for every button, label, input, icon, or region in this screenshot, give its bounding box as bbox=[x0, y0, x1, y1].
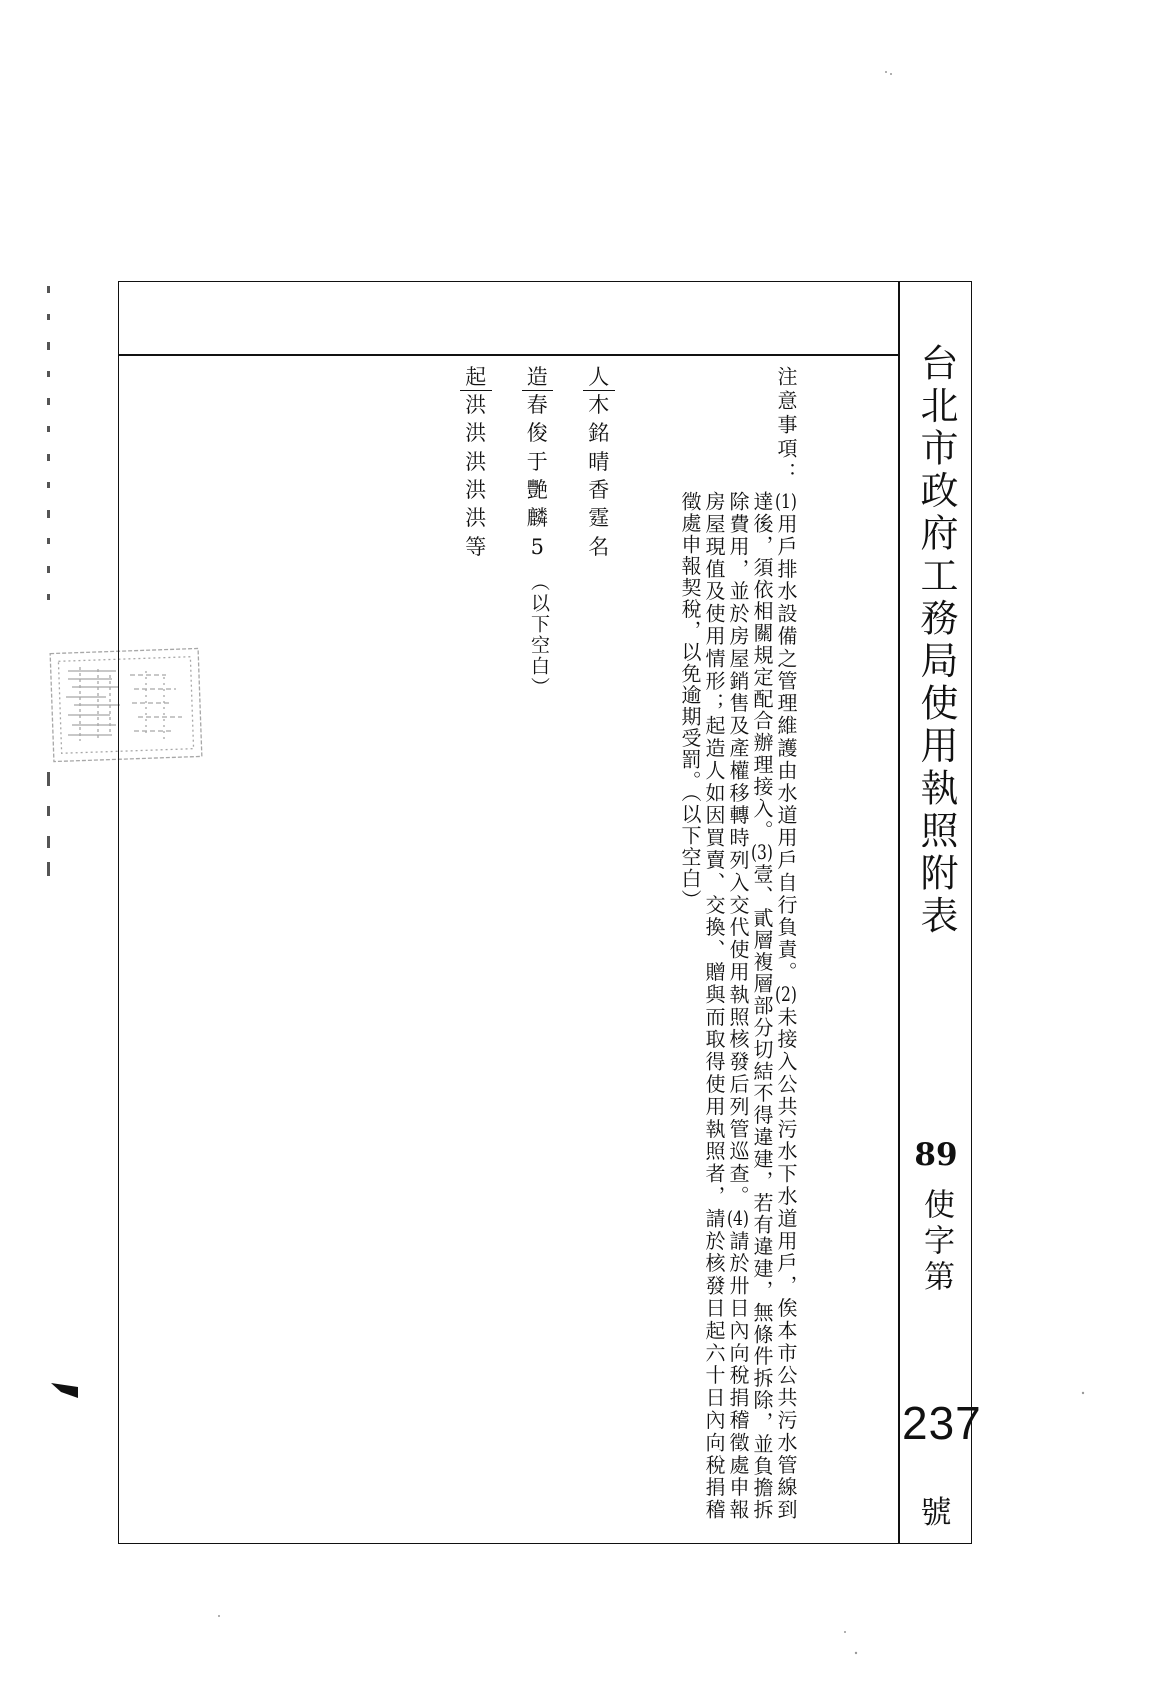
char-cell: 香 bbox=[588, 478, 610, 502]
note-number: (3) bbox=[751, 841, 773, 862]
notes-heading: 注意事項： bbox=[774, 366, 798, 486]
char-cell: 5 bbox=[530, 535, 544, 559]
char-cell: 等 bbox=[465, 535, 487, 559]
binding-marks bbox=[47, 286, 50, 876]
char-cell: 洪 bbox=[465, 506, 487, 530]
license-year: 89 bbox=[914, 1137, 958, 1173]
char-cell: 銘 bbox=[588, 421, 610, 445]
license-number: 237 bbox=[902, 1397, 982, 1449]
title-column-divider bbox=[898, 281, 900, 1544]
char-cell: 洪 bbox=[465, 450, 487, 474]
char-cell: 麟 bbox=[526, 506, 548, 530]
note-number: (2) bbox=[775, 983, 797, 1004]
char-cell: 艷 bbox=[526, 478, 548, 502]
char-cell: 洪 bbox=[465, 478, 487, 502]
notes-column-1: (1)用戶排水設備之管理維護由水道用戶自行負責。(2)未接入公共污水下水道用戶，俟本市公共污水管線到 bbox=[774, 491, 798, 1519]
char-cell: 起 bbox=[445, 363, 507, 391]
char-cell: 洪 bbox=[465, 393, 487, 417]
owner-name bbox=[445, 419, 630, 447]
char-cell: 春 bbox=[526, 393, 548, 417]
notes-column-3: 除費用，並於房屋銷售及產權移轉時列入交代使用執照核發后列管巡查。(4)請於卅日內向稅捐稽徵處申報 bbox=[726, 491, 750, 1520]
owners-blank-note: （以下空白） bbox=[528, 572, 550, 698]
owners-total bbox=[445, 533, 630, 561]
note-number: (4) bbox=[727, 1207, 749, 1228]
char-cell: 俊 bbox=[526, 421, 548, 445]
char-cell: 于 bbox=[526, 450, 548, 474]
note-number: (1) bbox=[775, 491, 797, 511]
owner-name bbox=[445, 504, 630, 532]
owners-header bbox=[445, 363, 630, 391]
black-scan-mark bbox=[51, 1383, 78, 1398]
char-cell: 洪 bbox=[465, 421, 487, 445]
owner-name bbox=[445, 448, 630, 476]
char-cell: 人 bbox=[568, 363, 630, 391]
license-prefix: 使字第 bbox=[918, 1188, 954, 1296]
char-cell: 造 bbox=[507, 363, 569, 391]
owner-name bbox=[445, 391, 630, 419]
char-cell: 晴 bbox=[588, 450, 610, 474]
top-strip-line bbox=[118, 354, 899, 356]
owner-name bbox=[445, 476, 630, 504]
notes-column-4: 房屋現值及使用情形；起造人如因買賣、交換、贈與而取得使用執照者，請於核發日起六十日內向稅捐稽 bbox=[702, 491, 726, 1519]
notes-column-5: 徵處申報契稅，以免逾期受罰。（以下空白） bbox=[678, 491, 702, 911]
char-cell: 木 bbox=[588, 393, 610, 417]
license-suffix: 號 bbox=[920, 1495, 952, 1531]
notes-column-2: 達後，須依相關規定配合辦理接入。(3)壹、貳層複層部分切結不得違建，若有違建，無條件拆除，並負擔拆 bbox=[750, 491, 774, 1519]
form-title: 台北市政府工務局使用執照附表 bbox=[914, 343, 958, 938]
char-cell: 霆 bbox=[588, 506, 610, 530]
char-cell: 名 bbox=[588, 535, 610, 559]
